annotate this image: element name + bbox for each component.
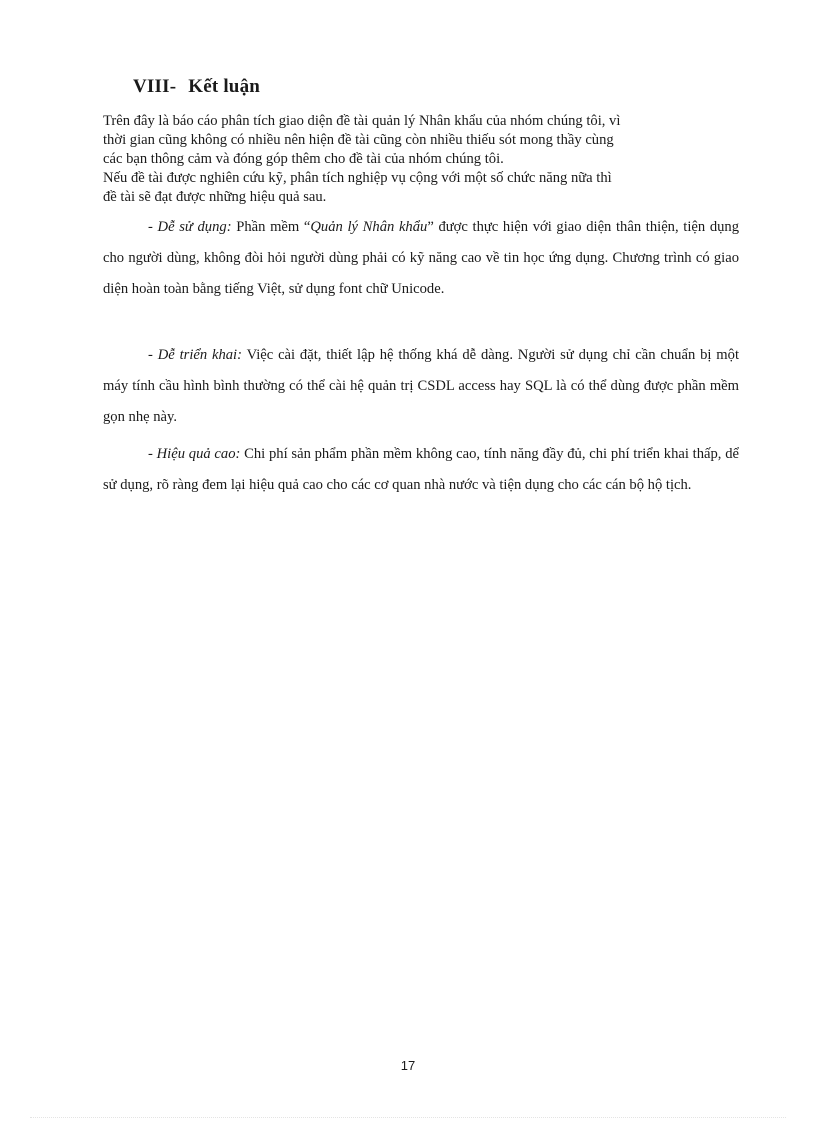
intro-line: Nếu đề tài được nghiên cứu kỹ, phân tích nghiệp vụ cộng với một số chức năng nữa thì (103, 170, 612, 186)
point-high-efficiency (103, 439, 739, 501)
intro-line: thời gian cũng không có nhiều nên hiện đề tài cũng còn nhiều thiếu sót mong thầy cùng (103, 132, 614, 148)
point-label: Dễ triển khai: (157, 347, 242, 363)
intro-line: Trên đây là báo cáo phân tích giao diện đề tài quản lý Nhân khẩu của nhóm chúng tôi, vì (103, 113, 621, 129)
intro-line: các bạn thông cảm và đóng góp thêm cho đề tài của nhóm chúng tôi. (103, 151, 504, 167)
point-body: Chi phí sản phẩm phần mềm không cao, tính năng đầy đủ, chi phí triển khai thấp, dể sử dụng, rõ ràng đem lại hiệu quả cao cho các cơ quan nhà nước và tiện dụng cho các cán bộ hộ tịch. (103, 446, 739, 493)
intro-line: đề tài sẽ đạt được những hiệu quả sau. (103, 189, 327, 205)
point-prefix: - (148, 219, 158, 235)
point-body: Phần mềm “ (231, 219, 311, 235)
point-ease-of-use (103, 212, 739, 305)
intro-paragraph (103, 112, 743, 207)
point-label: Dễ sử dụng: (157, 219, 232, 235)
page-number: 17 (400, 1058, 416, 1073)
section-heading (133, 76, 260, 98)
point-text (103, 212, 739, 305)
section-title: Kết luận (188, 76, 261, 97)
point-ease-of-deployment (103, 340, 739, 433)
point-text (103, 340, 739, 433)
point-prefix: - (148, 446, 157, 462)
point-body: Việc cài đặt, thiết lập hệ thống khá dễ dàng. Người sử dụng chỉ cần chuẩn bị một máy tính cầu hình bình thường có thể cài hệ quản trị CSDL access hay SQL là có thể dùng được phần mềm gọn nhẹ này. (103, 347, 739, 425)
point-text (103, 439, 739, 501)
product-name: Quản lý Nhân khẩu (310, 219, 428, 235)
point-label: Hiệu quả cao: (156, 446, 241, 462)
point-body: ” được thực hiện với giao diện thân thiện, tiện dụng cho người dùng, không đòi hỏi người dùng phải có kỹ năng cao về tin học ứng dụng. Chương trình có giao diện hoàn toàn bằng tiếng Việt, sử dụng font chữ Unicode. (103, 219, 740, 297)
footer-divider (30, 1117, 786, 1118)
point-prefix: - (148, 347, 158, 363)
section-number: VIII- (133, 76, 177, 97)
